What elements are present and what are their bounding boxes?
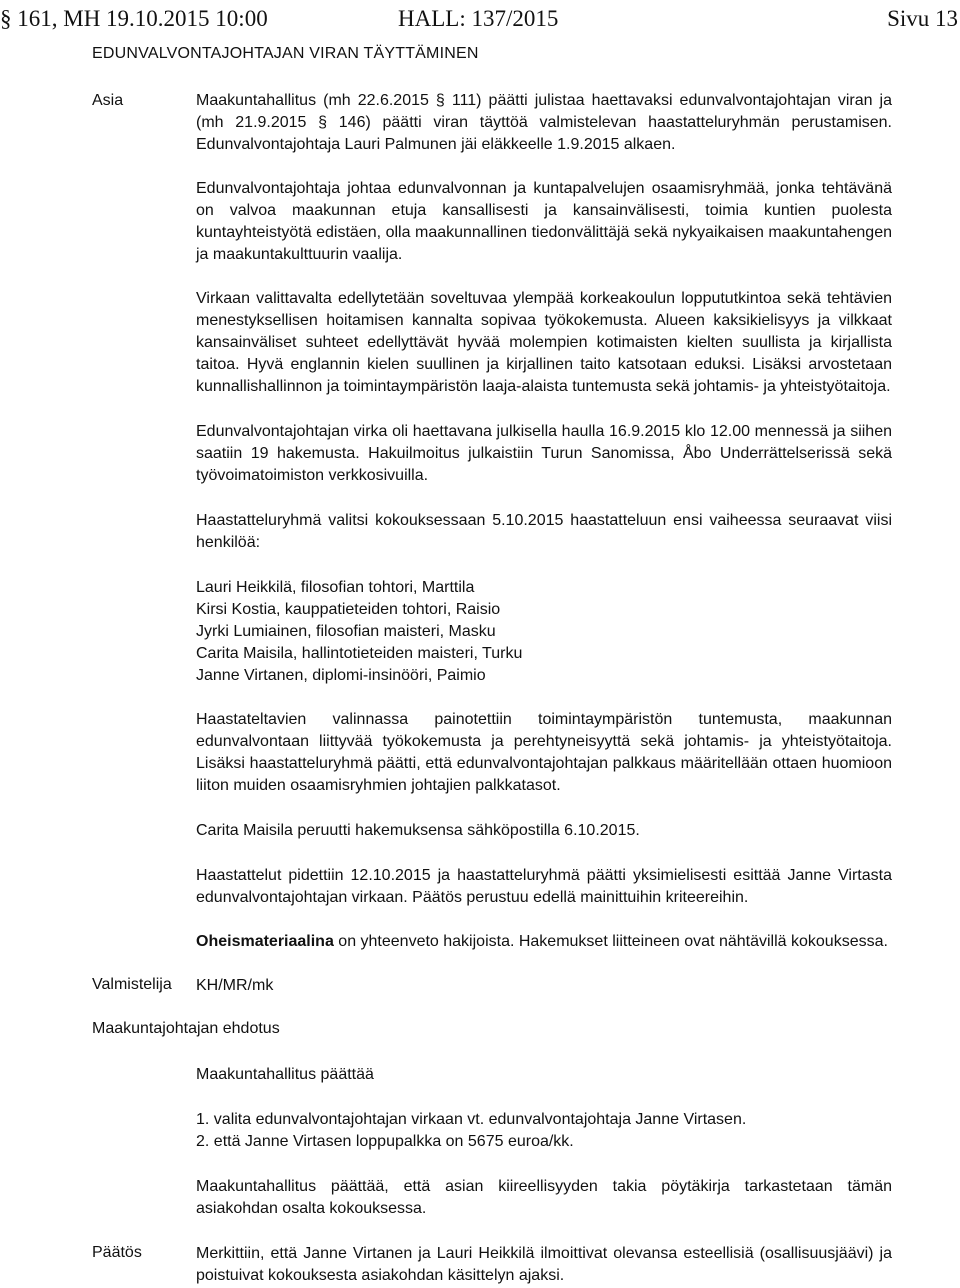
asia-intro-text: Maakuntahallitus (mh 22.6.2015 § 111) päätti julistaa haettavaksi edunvalvontajohtajan viran ja (mh 21.9.2015 § 146) päätti viran täyttöä valmistelevan haastatteluryhmän perustamisen. Edunvalvontajohtaja Lauri Palmunen jäi eläkkeelle 1.9.2015 alkaen. bbox=[196, 92, 892, 153]
asia-paragraph-6 bbox=[196, 820, 892, 842]
list-item: Kirsi Kostia, kauppatieteiden tohtori, Raisio bbox=[196, 601, 501, 618]
asia-paragraph-7 bbox=[196, 865, 892, 909]
page-header bbox=[0, 6, 960, 36]
asia-paragraph-5 bbox=[196, 709, 892, 797]
preparer-block bbox=[196, 975, 892, 997]
section-reference: § 161, MH 19.10.2015 10:00 bbox=[0, 6, 268, 31]
attachment-bold: Oheismateriaalina bbox=[196, 933, 334, 950]
proposal-intro-text: Maakuntahallitus päättää bbox=[196, 1066, 374, 1083]
hall-reference: HALL: 137/2015 bbox=[398, 6, 559, 31]
asia-paragraph-1 bbox=[196, 178, 892, 266]
application-paragraph: Edunvalvontajohtajan virka oli haettavana julkisella haulla 16.9.2015 klo 12.00 mennessä ja siihen saatiin 19 hakemusta. Hakuilmoitus julkaistiin Turun Sanomissa, Åbo Underrättelserissä sekä työvoimatoimiston verkkosivuilla. bbox=[196, 423, 892, 484]
urgency-paragraph: Maakuntahallitus päättää, että asian kiireellisyyden takia pöytäkirja tarkastetaan tämän asiakohdan osalta kokouksessa. bbox=[196, 1178, 892, 1217]
attachment-rest: on yhteenveto hakijoista. Hakemukset liitteineen ovat nähtävillä kokouksessa. bbox=[333, 933, 888, 950]
list-item: Lauri Heikkilä, filosofian tohtori, Marttila bbox=[196, 579, 475, 596]
label-valmistelija: Valmistelija bbox=[92, 976, 172, 993]
preparer-initials: KH/MR/mk bbox=[196, 977, 274, 994]
document-title: EDUNVALVONTAJOHTAJAN VIRAN TÄYTTÄMINEN bbox=[92, 45, 479, 62]
label-ehdotus: Maakuntajohtajan ehdotus bbox=[92, 1020, 280, 1037]
list-item: Carita Maisila, hallintotieteiden maisteri, Turku bbox=[196, 645, 523, 662]
list-item: 1. valita edunvalvontajohtajan virkaan vt. edunvalvontajohtaja Janne Virtasen. bbox=[196, 1111, 747, 1128]
asia-paragraph-2 bbox=[196, 288, 892, 398]
candidate-list bbox=[196, 577, 892, 687]
proposal-items bbox=[196, 1109, 892, 1153]
duties-paragraph: Edunvalvontajohtaja johtaa edunvalvonnan ja kuntapalvelujen osaamisryhmää, jonka tehtävänä on valvoa maakunnan etuja kansallisesti ja kansainvälisesti, toimia kuntien puolesta kuntayhteistyötä edistäen, olla maakunnallinen tiedonvälittäjä sekä nykyaikaisen maakuntahengen ja maakuntakulttuurin vaalija. bbox=[196, 180, 892, 263]
list-item: Janne Virtanen, diplomi-insinööri, Paimio bbox=[196, 667, 486, 684]
attachment-note bbox=[196, 931, 892, 953]
attachment-text bbox=[196, 931, 892, 953]
criteria-paragraph: Haastateltavien valinnassa painotettiin toimintaympäristön tuntemusta, maakunnan edunvalvontaan liittyvää työkokemusta ja perehtyneisyyttä sekä johtamis- ja yhteistyötaitoja. Lisäksi haastatteluryhmä päätti, että edunvalvontajohtajan palkkaus määritellään ottaen huomioon liiton muiden osaamisryhmien johtajien palkkatasot. bbox=[196, 711, 892, 794]
page-number: Sivu 13 bbox=[887, 6, 958, 31]
list-item: Jyrki Lumiainen, filosofian maisteri, Masku bbox=[196, 623, 496, 640]
label-asia: Asia bbox=[92, 92, 124, 109]
label-paatos: Päätös bbox=[92, 1244, 142, 1261]
list-item: 2. että Janne Virtasen loppupalkka on 5675 euroa/kk. bbox=[196, 1133, 574, 1150]
asia-paragraph-3 bbox=[196, 421, 892, 487]
proposal-intro bbox=[196, 1064, 892, 1086]
proposal-extra bbox=[196, 1176, 892, 1220]
decision-block bbox=[196, 1243, 892, 1287]
interview-selection-paragraph: Haastatteluryhmä valitsi kokouksessaan 5.10.2015 haastatteluun ensi vaiheessa seuraavat viisi henkilöä: bbox=[196, 512, 892, 551]
requirements-paragraph: Virkaan valittavalta edellytetään soveltuvaa ylempää korkeakoulun loppututkintoa sekä tehtävien menestyksellisen hoitamisen kannalta sopivaa työkokemusta. Alueen kaksikielisyys ja vilkkaat kansainväliset suhteet edellyttävät hyvää molempien kotimaisten kielten suullista ja kirjallista taitoa. Hyvä englannin kielen suullinen ja kirjallinen taito katsotaan eduksi. Lisäksi arvostetaan kunnallishallinnon ja toimintaympäristön laaja-alaista tuntemusta sekä johtamis- ja yhteistyötaitoja. bbox=[196, 290, 892, 395]
withdrawal-paragraph: Carita Maisila peruutti hakemuksensa sähköpostilla 6.10.2015. bbox=[196, 822, 640, 839]
interview-result-paragraph: Haastattelut pidettiin 12.10.2015 ja haastatteluryhmä päätti yksimielisesti esittää Janne Virtasta edunvalvontajohtajan virkaan. Päätös perustuu edellä mainittuihin kriteereihin. bbox=[196, 867, 892, 906]
asia-paragraph-4 bbox=[196, 510, 892, 554]
asia-intro bbox=[196, 90, 892, 156]
decision-text: Merkittiin, että Janne Virtanen ja Lauri Heikkilä ilmoittivat olevansa esteellisiä (osallisuusjäävi) ja poistuivat kokouksesta asiakohdan käsittelyn ajaksi. bbox=[196, 1245, 892, 1284]
